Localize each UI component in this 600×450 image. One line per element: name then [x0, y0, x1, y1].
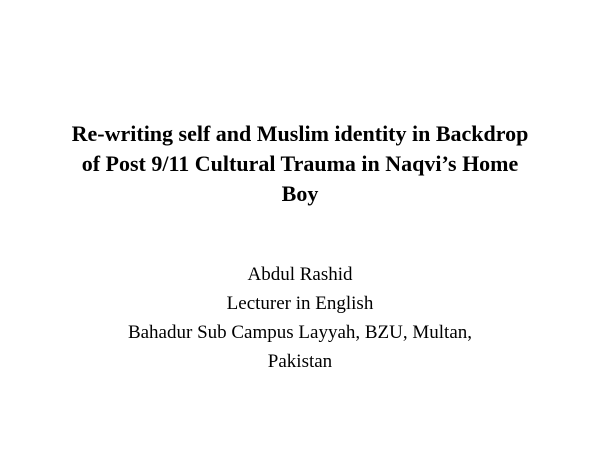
author-position: Lecturer in English	[226, 293, 374, 314]
author-info	[40, 260, 560, 376]
slide-title	[40, 119, 560, 209]
author-name: Abdul Rashid	[247, 264, 353, 285]
author-country: Pakistan	[267, 351, 333, 372]
author-affiliation: Bahadur Sub Campus Layyah, BZU, Multan,	[127, 322, 473, 343]
title-line: Boy	[281, 181, 319, 206]
title-line: Re-writing self and Muslim identity in Backdrop	[71, 121, 529, 146]
title-line: of Post 9/11 Cultural Trauma in Naqvi’s Home	[81, 151, 519, 176]
